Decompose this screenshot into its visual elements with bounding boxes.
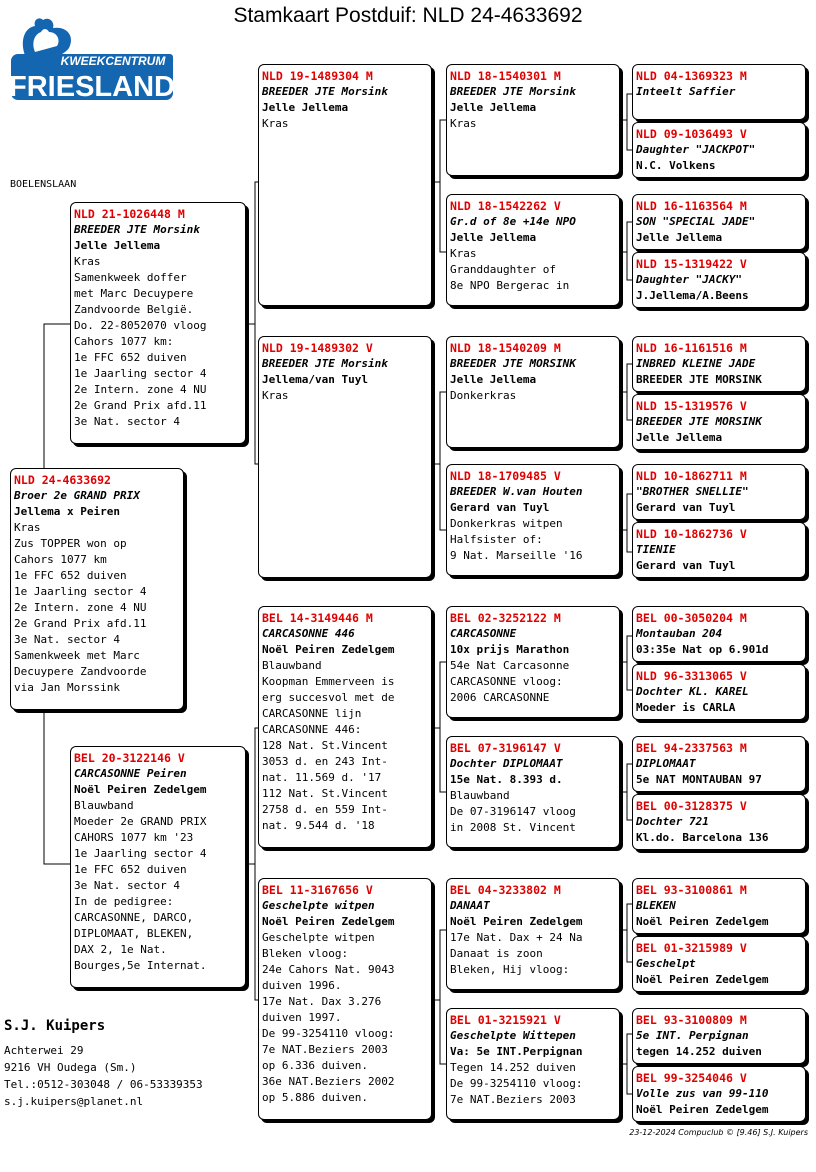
card-line: 2006 CARCASONNE: [450, 691, 550, 704]
card-line: nat. 9.544 d. '18: [262, 819, 375, 832]
card-line: Blauwband: [450, 789, 510, 802]
card-line: BREEDER W.van Houten: [450, 485, 583, 498]
card-line: 1e FFC 652 duiven: [14, 569, 127, 582]
card-line: 2e Grand Prix afd.11: [14, 617, 147, 630]
ring-number: NLD 21-1026448 M: [74, 207, 185, 221]
ring-number: BEL 93-3100809 M: [636, 1013, 747, 1027]
pigeon-card-g7: [632, 464, 806, 520]
card-line: De 99-3254110 vloog:: [262, 1027, 395, 1040]
card-line: Bleken, Hij vloog:: [450, 963, 570, 976]
card-line: CARCASONNE: [450, 627, 517, 640]
ring-number: NLD 19-1489302 V: [262, 341, 373, 355]
pigeon-card-g9: [632, 606, 806, 662]
ring-number: NLD 09-1036493 V: [636, 127, 747, 141]
card-line: op 6.336 duiven.: [262, 1059, 368, 1072]
card-line: Noël Peiren Zedelgem: [636, 973, 769, 986]
card-line: Do. 22-8052070 vloog: [74, 319, 207, 332]
pigeon-card-g2: [632, 122, 806, 178]
pigeon-card-g12: [632, 794, 806, 850]
card-line: 36e NAT.Beziers 2002: [262, 1075, 395, 1088]
card-line: op 5.886 duiven.: [262, 1091, 368, 1104]
pigeon-card-g3: [632, 194, 806, 250]
card-line: De 07-3196147 vloog: [450, 805, 576, 818]
card-line: 2e Intern. zone 4 NU: [74, 383, 207, 396]
card-line: Jelle Jellema: [636, 431, 723, 444]
card-line: 3e Nat. sector 4: [14, 633, 120, 646]
card-line: CARCASONNE 446: [262, 627, 355, 640]
card-line: Dochter DIPLOMAAT: [450, 757, 563, 770]
card-line: Noël Peiren Zedelgem: [636, 915, 769, 928]
pigeon-card-g10: [632, 664, 806, 720]
pigeon-card-fmf: [446, 336, 620, 448]
ring-number: BEL 04-3233802 M: [450, 883, 561, 897]
owner-address: Achterwei 29: [4, 1044, 84, 1057]
card-line: 3e Nat. sector 4: [74, 415, 180, 428]
ring-number: NLD 15-1319422 V: [636, 257, 747, 271]
card-line: Noël Peiren Zedelgem: [74, 783, 207, 796]
card-line: Noël Peiren Zedelgem: [636, 1103, 769, 1116]
card-line: Jellema x Peiren: [14, 505, 120, 518]
card-line: Kras: [262, 117, 289, 130]
ring-number: BEL 20-3122146 V: [74, 751, 185, 765]
card-line: Moeder 2e GRAND PRIX: [74, 815, 207, 828]
card-line: Donkerkras witpen: [450, 517, 563, 530]
pigeon-card-g8: [632, 522, 806, 578]
card-line: 2e Intern. zone 4 NU: [14, 601, 147, 614]
card-line: Dochter KL. KAREL: [636, 685, 749, 698]
card-line: Donkerkras: [450, 389, 517, 402]
card-line: Halfsister of:: [450, 533, 543, 546]
card-line: BREEDER JTE MORSINK: [636, 373, 762, 386]
ring-number: NLD 15-1319576 V: [636, 399, 747, 413]
card-line: Granddaughter of: [450, 263, 556, 276]
footer-credit: 23-12-2024 Compuclub © [9.46] S.J. Kuipers: [629, 1128, 808, 1137]
card-line: nat. 11.569 d. '17: [262, 771, 382, 784]
pigeon-card-g4: [632, 252, 806, 308]
card-line: Jellema/van Tuyl: [262, 373, 368, 386]
owner-email: s.j.kuipers@planet.nl: [4, 1095, 144, 1108]
card-line: CARCASONNE vloog:: [450, 675, 563, 688]
svg-text:FRIESLAND: FRIESLAND: [9, 71, 175, 102]
card-line: tegen 14.252 duiven: [636, 1045, 762, 1058]
ring-number: NLD 24-4633692: [14, 473, 111, 487]
card-line: 17e Nat. Dax + 24 Na: [450, 931, 583, 944]
card-line: CARCASONNE 446:: [262, 723, 362, 736]
ring-number: NLD 10-1862736 V: [636, 527, 747, 541]
pigeon-card-father: [70, 202, 246, 444]
card-line: DAX 2, 1e Nat.: [74, 943, 167, 956]
ring-number: NLD 16-1161516 M: [636, 341, 747, 355]
pigeon-card-g6: [632, 394, 806, 450]
ring-number: NLD 18-1540301 M: [450, 69, 561, 83]
card-line: Koopman Emmerveen is: [262, 675, 395, 688]
ring-number: NLD 16-1163564 M: [636, 199, 747, 213]
ring-number: BEL 11-3167656 V: [262, 883, 373, 897]
card-line: Decuypere Zandvoorde: [14, 665, 147, 678]
card-line: 1e FFC 652 duiven: [74, 863, 187, 876]
card-line: Jelle Jellema: [450, 373, 537, 386]
card-line: duiven 1997.: [262, 1011, 342, 1024]
card-line: SON "SPECIAL JADE": [636, 215, 756, 228]
card-line: Blauwband: [262, 659, 322, 672]
card-line: 5e INT. Perpignan: [636, 1029, 749, 1042]
ring-number: NLD 18-1709485 V: [450, 469, 561, 483]
card-line: "BROTHER SNELLIE": [636, 485, 749, 498]
card-line: in 2008 St. Vincent: [450, 821, 576, 834]
card-line: Jelle Jellema: [636, 231, 723, 244]
pigeon-card-subject: [10, 468, 184, 710]
card-line: Geschelpt: [636, 957, 696, 970]
pigeon-card-fff: [446, 64, 620, 176]
ring-number: NLD 19-1489304 M: [262, 69, 373, 83]
card-line: 3053 d. en 243 Int-: [262, 755, 388, 768]
card-line: Tegen 14.252 duiven: [450, 1061, 576, 1074]
card-line: Gerard van Tuyl: [450, 501, 550, 514]
card-line: Gerard van Tuyl: [636, 501, 736, 514]
card-line: Kras: [450, 247, 477, 260]
card-line: DANAAT: [450, 899, 490, 912]
card-line: via Jan Morssink: [14, 681, 120, 694]
pigeon-card-mother: [70, 746, 246, 988]
card-line: Jelle Jellema: [262, 101, 349, 114]
ring-number: NLD 10-1862711 M: [636, 469, 747, 483]
card-line: Danaat is zoon: [450, 947, 543, 960]
pigeon-card-g11: [632, 736, 806, 792]
loft-name: BOELENSLAAN: [10, 179, 77, 190]
card-line: 7e NAT.Beziers 2003: [450, 1093, 576, 1106]
card-line: J.Jellema/A.Beens: [636, 289, 749, 302]
card-line: Blauwband: [74, 799, 134, 812]
card-line: erg succesvol met de: [262, 691, 395, 704]
card-line: Bourges,5e Internat.: [74, 959, 207, 972]
ring-number: BEL 94-2337563 M: [636, 741, 747, 755]
card-line: 24e Cahors Nat. 9043: [262, 963, 395, 976]
card-line: BREEDER JTE MORSINK: [636, 415, 762, 428]
pigeon-card-g14: [632, 936, 806, 992]
card-line: Geschelpte Wittepen: [450, 1029, 576, 1042]
ring-number: NLD 18-1540209 M: [450, 341, 561, 355]
card-line: CARCASONNE Peiren: [74, 767, 187, 780]
pigeon-card-g13: [632, 878, 806, 934]
pigeon-card-mmm: [446, 1008, 620, 1120]
card-line: Noël Peiren Zedelgem: [262, 915, 395, 928]
owner-name: S.J. Kuipers: [4, 1018, 106, 1034]
ring-number: BEL 00-3128375 V: [636, 799, 747, 813]
pigeon-card-mfm: [446, 736, 620, 848]
card-line: Geschelpte witpen: [262, 899, 375, 912]
ring-number: BEL 07-3196147 V: [450, 741, 561, 755]
card-line: Kl.do. Barcelona 136: [636, 831, 769, 844]
card-line: Samenkweek doffer: [74, 271, 187, 284]
card-line: BREEDER JTE MORSINK: [450, 357, 576, 370]
card-line: Samenkweek met Marc: [14, 649, 140, 662]
card-line: Kras: [262, 389, 289, 402]
card-line: Jelle Jellema: [450, 101, 537, 114]
pigeon-card-g1: [632, 64, 806, 120]
card-line: 7e NAT.Beziers 2003: [262, 1043, 388, 1056]
card-line: Noël Peiren Zedelgem: [450, 915, 583, 928]
pigeon-card-fm: [258, 336, 432, 578]
card-line: duiven 1996.: [262, 979, 342, 992]
card-line: 128 Nat. St.Vincent: [262, 739, 388, 752]
card-line: 5e NAT MONTAUBAN 97: [636, 773, 762, 786]
card-line: CAHORS 1077 km '23: [74, 831, 194, 844]
page-title: Stamkaart Postduif: NLD 24-4633692: [233, 4, 583, 27]
card-line: CARCASONNE lijn: [262, 707, 362, 720]
owner-block: [4, 1018, 203, 1110]
card-line: 15e Nat. 8.393 d.: [450, 773, 563, 786]
card-line: INBRED KLEINE JADE: [636, 357, 756, 370]
ring-number: BEL 99-3254046 V: [636, 1071, 747, 1085]
card-line: Inteelt Saffier: [636, 85, 736, 98]
card-line: DIPLOMAAT, BLEKEN,: [74, 927, 194, 940]
svg-text:KWEEKCENTRUM: KWEEKCENTRUM: [60, 54, 166, 68]
card-line: Jelle Jellema: [450, 231, 537, 244]
pigeon-card-g16: [632, 1066, 806, 1122]
pigeon-card-mff: [446, 606, 620, 718]
card-line: TIENIE: [636, 543, 676, 556]
ring-number: BEL 93-3100861 M: [636, 883, 747, 897]
card-line: 3e Nat. sector 4: [74, 879, 180, 892]
card-line: 112 Nat. St.Vincent: [262, 787, 388, 800]
ring-number: NLD 04-1369323 M: [636, 69, 747, 83]
ring-number: BEL 01-3215921 V: [450, 1013, 561, 1027]
card-line: 8e NPO Bergerac in: [450, 279, 570, 292]
card-line: 2758 d. en 559 Int-: [262, 803, 388, 816]
ring-number: NLD 96-3313065 V: [636, 669, 747, 683]
card-line: Cahors 1077 km:: [74, 335, 174, 348]
ring-number: BEL 00-3050204 M: [636, 611, 747, 625]
card-line: met Marc Decuypere: [74, 287, 194, 300]
pigeon-card-mm: [258, 878, 432, 1120]
owner-phone: Tel.:0512-303048 / 06-53339353: [4, 1078, 203, 1091]
card-line: Bleken vloog:: [262, 947, 349, 960]
card-line: Broer 2e GRAND PRIX: [14, 489, 140, 502]
ring-number: NLD 18-1542262 V: [450, 199, 561, 213]
card-line: Cahors 1077 km: [14, 553, 107, 566]
card-line: Gerard van Tuyl: [636, 559, 736, 572]
card-line: Zandvoorde België.: [74, 303, 194, 316]
owner-city: 9216 VH Oudega (Sm.): [4, 1061, 137, 1074]
card-line: 1e FFC 652 duiven: [74, 351, 187, 364]
card-line: In de pedigree:: [74, 895, 174, 908]
card-line: Daughter "JACKPOT": [636, 143, 756, 156]
pigeon-card-fmm: [446, 464, 620, 576]
pigeon-card-ffm: [446, 194, 620, 306]
pigeon-card-ff: [258, 64, 432, 306]
card-line: Gr.d of 8e +14e NPO: [450, 215, 576, 228]
card-line: BREEDER JTE Morsink: [262, 85, 388, 98]
card-line: 1e Jaarling sector 4: [74, 847, 207, 860]
card-line: Kras: [450, 117, 477, 130]
card-line: Volle zus van 99-110: [636, 1087, 769, 1100]
card-line: Kras: [74, 255, 101, 268]
card-line: Montauban 204: [636, 627, 723, 640]
card-line: BREEDER JTE Morsink: [450, 85, 576, 98]
card-line: Noël Peiren Zedelgem: [262, 643, 395, 656]
card-line: De 99-3254110 vloog:: [450, 1077, 583, 1090]
card-line: 1e Jaarling sector 4: [74, 367, 207, 380]
card-line: 54e Nat Carcasonne: [450, 659, 570, 672]
pigeon-card-mmf: [446, 878, 620, 990]
ring-number: BEL 02-3252122 M: [450, 611, 561, 625]
pigeon-card-g5: [632, 336, 806, 392]
card-line: BLEKEN: [636, 899, 676, 912]
card-line: Dochter 721: [636, 815, 709, 828]
card-line: Jelle Jellema: [74, 239, 161, 252]
card-line: 03:35e Nat op 6.901d: [636, 643, 769, 656]
card-line: 9 Nat. Marseille '16: [450, 549, 583, 562]
pigeon-card-mf: [258, 606, 432, 848]
card-line: CARCASONNE, DARCO,: [74, 911, 194, 924]
card-line: DIPLOMAAT: [636, 757, 696, 770]
card-line: BREEDER JTE Morsink: [74, 223, 200, 236]
ring-number: BEL 01-3215989 V: [636, 941, 747, 955]
card-line: Zus TOPPER won op: [14, 537, 127, 550]
card-line: Moeder is CARLA: [636, 701, 736, 714]
card-line: N.C. Volkens: [636, 159, 716, 172]
ring-number: BEL 14-3149446 M: [262, 611, 373, 625]
card-line: BREEDER JTE Morsink: [262, 357, 388, 370]
card-line: Kras: [14, 521, 41, 534]
card-line: Daughter "JACKY": [636, 273, 742, 286]
card-line: 10x prijs Marathon: [450, 643, 570, 656]
card-line: 2e Grand Prix afd.11: [74, 399, 207, 412]
card-line: Va: 5e INT.Perpignan: [450, 1045, 583, 1058]
pigeon-card-g15: [632, 1008, 806, 1064]
card-line: 1e Jaarling sector 4: [14, 585, 147, 598]
card-line: Geschelpte witpen: [262, 931, 375, 944]
card-line: 17e Nat. Dax 3.276: [262, 995, 382, 1008]
